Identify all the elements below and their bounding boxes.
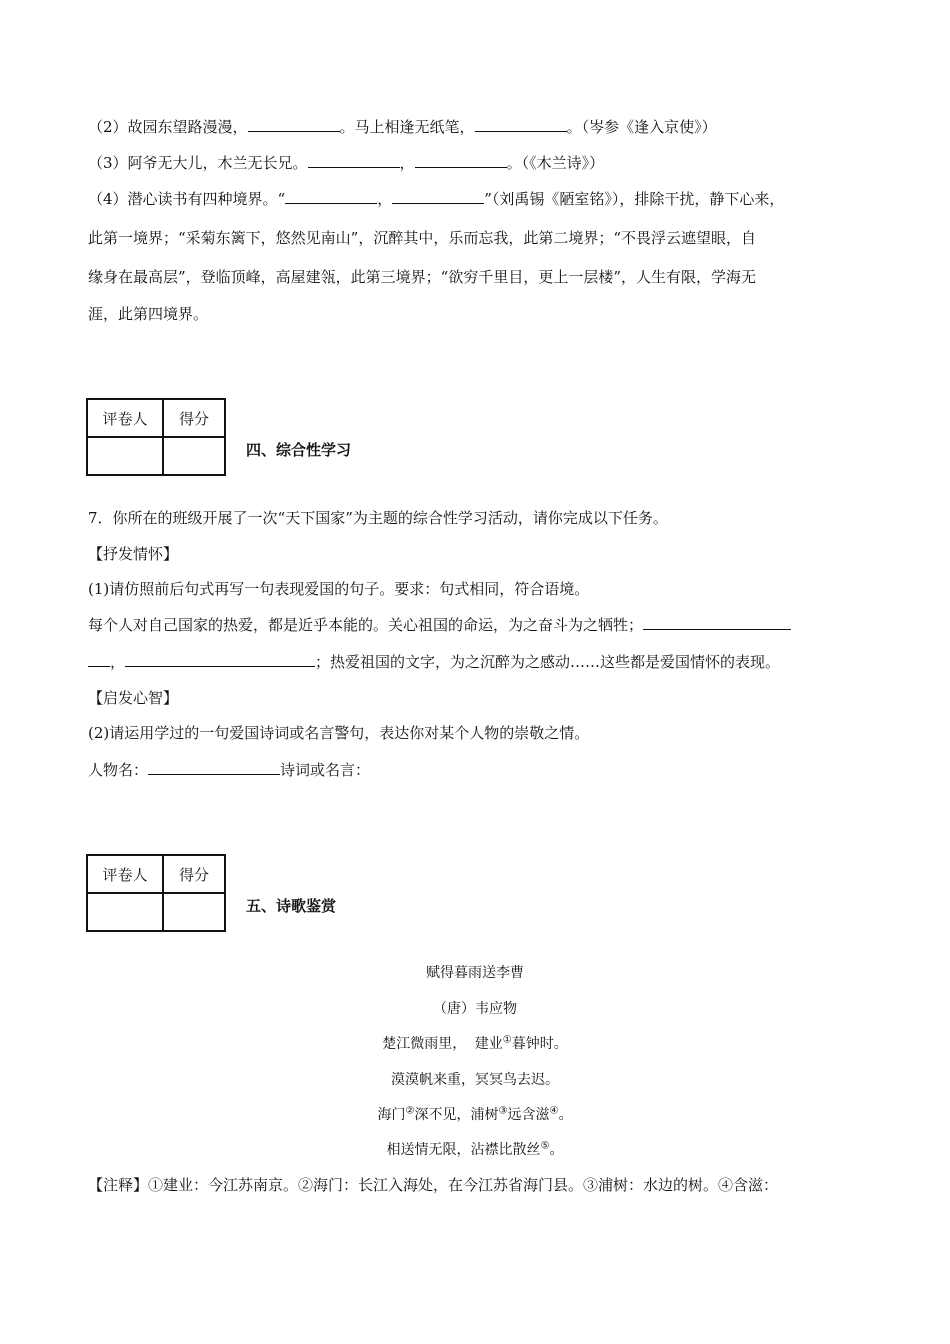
answer-blank[interactable] [285,189,377,204]
answer-blank[interactable] [88,652,110,667]
answer-blank[interactable] [125,652,315,667]
score-header: 得分 [163,399,225,437]
score-table [86,854,226,932]
part-heading: 【抒发情怀】 [88,545,179,563]
q6-item-3: （3）阿爷无大儿，木兰无长兄。 ， 。（《木兰诗》） [88,154,605,172]
q6-item-4: （4）潜心读书有四种境界。“ ， ”（刘禹锡《陋室铭》），排除干扰，静下心来， [88,190,785,208]
part-question: (1)请仿照前后句式再写一句表现爱国的句子。要求：句式相同，符合语境。 [88,580,590,598]
q6-item-2: （2）故园东望路漫漫， 。马上相逢无纸笔， 。（岑参《逢入京使》） [88,118,717,136]
question-7: 7．你所在的班级开展了一次“天下国家”为主题的综合性学习活动，请你完成以下任务。 [88,509,668,527]
score-cell[interactable] [163,437,225,475]
answer-blank[interactable] [392,189,484,204]
score-cell[interactable] [163,893,225,931]
poem-line: 相送情无限，沾襟比散丝⑤。 [386,1140,564,1158]
q6-text-line: 此第一境界；“采菊东篱下，悠然见南山”，沉醉其中，乐而忘我，此第二境界；“不畏浮云遮望眼，自 [88,229,757,247]
part1-text-line2: ， ；热爱祖国的文字，为之沉醉为之感动……这些都是爱国情怀的表现。 [88,652,780,672]
reviewer-cell[interactable] [87,893,163,931]
answer-blank[interactable] [248,117,340,132]
section-title: 四、综合性学习 [246,441,352,459]
poem-notes: 【注释】①建业：今江苏南京。②海门：长江入海处，在今江苏省海门县。③浦树：水边的树。④含滋： [88,1176,779,1194]
answer-blank[interactable] [643,615,791,630]
answer-blank[interactable] [415,153,507,168]
q6-text-line: 涯，此第四境界。 [88,305,209,323]
part-heading: 【启发心智】 [88,689,179,707]
poem-title: 赋得暮雨送李曹 [426,965,524,981]
answer-blank[interactable] [308,153,400,168]
score-header: 得分 [163,855,225,893]
reviewer-cell[interactable] [87,437,163,475]
q6-text-line: 缘身在最高层”，登临顶峰，高屋建瓴，此第三境界；“欲穷千里目，更上一层楼”，人生有限，学海无 [88,268,757,286]
answer-blank[interactable] [475,117,567,132]
poem-line: 漠漠帆来重，冥冥鸟去迟。 [391,1072,559,1088]
score-table [86,398,226,476]
poem-author: （唐）韦应物 [433,1001,517,1017]
reviewer-header: 评卷人 [87,399,163,437]
poem-line: 楚江微雨里， 建业①暮钟时。 [382,1034,568,1052]
person-line: 人物名： 诗词或名言： [88,761,371,779]
part1-text: 每个人对自己国家的热爱，都是近乎本能的。关心祖国的命运，为之奋斗为之牺牲； [88,615,791,635]
person-name-blank[interactable] [148,760,280,775]
part-question: (2)请运用学过的一句爱国诗词或名言警句，表达你对某个人物的崇敬之情。 [88,724,590,742]
section-title: 五、诗歌鉴赏 [246,897,337,915]
poem-line: 海门②深不见，浦树③远含滋④。 [377,1105,573,1123]
reviewer-header: 评卷人 [87,855,163,893]
